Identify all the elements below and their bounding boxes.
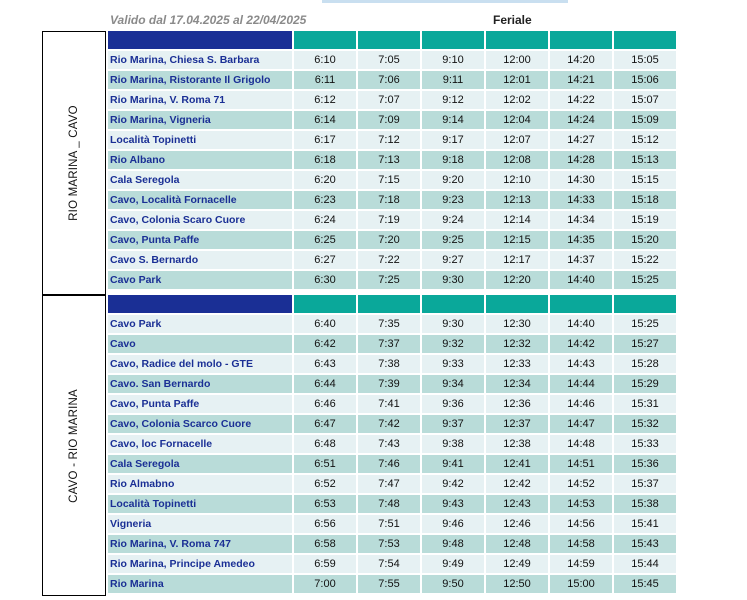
departure-time: 15:29 xyxy=(614,375,678,395)
departure-time: 12:50 xyxy=(486,575,550,595)
departure-time: 12:37 xyxy=(486,415,550,435)
departure-time: 9:37 xyxy=(422,415,486,435)
stop-name: Cala Seregola xyxy=(108,171,294,191)
stop-name: Rio Albano xyxy=(108,151,294,171)
stop-name: Cavo S. Bernardo xyxy=(108,251,294,271)
departure-time: 14:40 xyxy=(550,271,614,291)
stop-name: Cavo, Località Fornacelle xyxy=(108,191,294,211)
header-time-cell xyxy=(358,31,422,51)
header-time-cell xyxy=(486,295,550,315)
direction-label-box xyxy=(42,31,106,295)
table-row xyxy=(108,455,678,475)
table-row xyxy=(108,111,678,131)
stop-name: Cavo, Radice del molo - GTE xyxy=(108,355,294,375)
table-row xyxy=(108,51,678,71)
departure-time: 9:41 xyxy=(422,455,486,475)
validity-note: Valido dal 17.04.2025 al 22/04/2025 xyxy=(110,13,307,27)
table-row xyxy=(108,515,678,535)
header-time-cell xyxy=(550,295,614,315)
departure-time: 15:36 xyxy=(614,455,678,475)
departure-time: 6:12 xyxy=(294,91,358,111)
departure-time: 6:42 xyxy=(294,335,358,355)
departure-time: 15:25 xyxy=(614,271,678,291)
departure-time: 12:36 xyxy=(486,395,550,415)
departure-time: 9:14 xyxy=(422,111,486,131)
departure-time: 7:07 xyxy=(358,91,422,111)
departure-time: 12:33 xyxy=(486,355,550,375)
stop-name: Rio Marina, Chiesa S. Barbara xyxy=(108,51,294,71)
timetable-grid xyxy=(108,295,678,595)
departure-time: 14:58 xyxy=(550,535,614,555)
departure-time: 12:30 xyxy=(486,315,550,335)
departure-time: 15:43 xyxy=(614,535,678,555)
departure-time: 9:32 xyxy=(422,335,486,355)
departure-time: 15:12 xyxy=(614,131,678,151)
departure-time: 9:12 xyxy=(422,91,486,111)
departure-time: 7:54 xyxy=(358,555,422,575)
departure-time: 7:05 xyxy=(358,51,422,71)
departure-time: 12:49 xyxy=(486,555,550,575)
departure-time: 14:47 xyxy=(550,415,614,435)
departure-time: 14:20 xyxy=(550,51,614,71)
departure-time: 7:42 xyxy=(358,415,422,435)
stop-name: Cavo, Colonia Scaro Cuore xyxy=(108,211,294,231)
departure-time: 14:28 xyxy=(550,151,614,171)
departure-time: 14:44 xyxy=(550,375,614,395)
departure-time: 6:58 xyxy=(294,535,358,555)
table-row xyxy=(108,231,678,251)
departure-time: 12:07 xyxy=(486,131,550,151)
departure-time: 15:22 xyxy=(614,251,678,271)
departure-time: 12:20 xyxy=(486,271,550,291)
departure-time: 14:34 xyxy=(550,211,614,231)
header-stop-cell xyxy=(108,295,294,315)
departure-time: 9:11 xyxy=(422,71,486,91)
table-row xyxy=(108,475,678,495)
table-row xyxy=(108,271,678,291)
stop-name: Cavo, Punta Paffe xyxy=(108,395,294,415)
departure-time: 12:41 xyxy=(486,455,550,475)
table-row xyxy=(108,315,678,335)
departure-time: 6:27 xyxy=(294,251,358,271)
departure-time: 6:44 xyxy=(294,375,358,395)
departure-time: 15:05 xyxy=(614,51,678,71)
departure-time: 9:23 xyxy=(422,191,486,211)
departure-time: 6:18 xyxy=(294,151,358,171)
departure-time: 9:25 xyxy=(422,231,486,251)
departure-time: 9:50 xyxy=(422,575,486,595)
departure-time: 14:22 xyxy=(550,91,614,111)
departure-time: 9:17 xyxy=(422,131,486,151)
departure-time: 9:18 xyxy=(422,151,486,171)
table-row xyxy=(108,171,678,191)
departure-time: 7:22 xyxy=(358,251,422,271)
departure-time: 14:33 xyxy=(550,191,614,211)
departure-time: 9:10 xyxy=(422,51,486,71)
header-time-cell xyxy=(486,31,550,51)
departure-time: 15:06 xyxy=(614,71,678,91)
table-row xyxy=(108,191,678,211)
departure-time: 7:48 xyxy=(358,495,422,515)
departure-time: 7:35 xyxy=(358,315,422,335)
table-row xyxy=(108,151,678,171)
departure-time: 12:10 xyxy=(486,171,550,191)
stop-name: Rio Marina, Principe Amedeo xyxy=(108,555,294,575)
departure-time: 12:04 xyxy=(486,111,550,131)
departure-time: 7:46 xyxy=(358,455,422,475)
header-time-cell xyxy=(550,31,614,51)
departure-time: 9:48 xyxy=(422,535,486,555)
departure-time: 15:09 xyxy=(614,111,678,131)
direction-label: RIO MARINA _ CAVO xyxy=(68,105,80,221)
departure-time: 12:02 xyxy=(486,91,550,111)
departure-time: 6:46 xyxy=(294,395,358,415)
departure-time: 12:14 xyxy=(486,211,550,231)
departure-time: 9:24 xyxy=(422,211,486,231)
stop-name: Cavo, loc Fornacelle xyxy=(108,435,294,455)
departure-time: 7:37 xyxy=(358,335,422,355)
header-time-cell xyxy=(614,295,678,315)
stop-name: Località Topinetti xyxy=(108,131,294,151)
departure-time: 14:35 xyxy=(550,231,614,251)
table-row xyxy=(108,555,678,575)
departure-time: 6:51 xyxy=(294,455,358,475)
stop-name: Rio Marina, Ristorante Il Grigolo xyxy=(108,71,294,91)
departure-time: 6:53 xyxy=(294,495,358,515)
departure-time: 7:13 xyxy=(358,151,422,171)
departure-time: 15:19 xyxy=(614,211,678,231)
departure-time: 7:51 xyxy=(358,515,422,535)
departure-time: 6:24 xyxy=(294,211,358,231)
departure-time: 7:09 xyxy=(358,111,422,131)
table-row xyxy=(108,535,678,555)
departure-time: 15:20 xyxy=(614,231,678,251)
table-row xyxy=(108,395,678,415)
departure-time: 7:06 xyxy=(358,71,422,91)
departure-time: 6:43 xyxy=(294,355,358,375)
departure-time: 9:30 xyxy=(422,315,486,335)
departure-time: 14:48 xyxy=(550,435,614,455)
departure-time: 6:59 xyxy=(294,555,358,575)
departure-time: 12:13 xyxy=(486,191,550,211)
departure-time: 15:25 xyxy=(614,315,678,335)
departure-time: 7:53 xyxy=(358,535,422,555)
table-header-row xyxy=(108,31,678,51)
departure-time: 7:12 xyxy=(358,131,422,151)
departure-time: 14:51 xyxy=(550,455,614,475)
table-row xyxy=(108,435,678,455)
table-header-row xyxy=(108,295,678,315)
table-row xyxy=(108,91,678,111)
departure-time: 9:34 xyxy=(422,375,486,395)
departure-time: 6:25 xyxy=(294,231,358,251)
departure-time: 15:13 xyxy=(614,151,678,171)
departure-time: 6:23 xyxy=(294,191,358,211)
stop-name: Cavo, Punta Paffe xyxy=(108,231,294,251)
departure-time: 15:38 xyxy=(614,495,678,515)
departure-time: 6:10 xyxy=(294,51,358,71)
timetable-grid xyxy=(108,31,678,291)
stop-name: Cavo Park xyxy=(108,315,294,335)
departure-time: 15:44 xyxy=(614,555,678,575)
departure-time: 9:42 xyxy=(422,475,486,495)
departure-time: 15:45 xyxy=(614,575,678,595)
stop-name: Rio Almabno xyxy=(108,475,294,495)
stop-name: Cavo Park xyxy=(108,271,294,291)
departure-time: 14:53 xyxy=(550,495,614,515)
header-time-cell xyxy=(422,295,486,315)
departure-time: 7:47 xyxy=(358,475,422,495)
departure-time: 9:20 xyxy=(422,171,486,191)
departure-time: 7:18 xyxy=(358,191,422,211)
departure-time: 7:00 xyxy=(294,575,358,595)
departure-time: 12:01 xyxy=(486,71,550,91)
departure-time: 6:30 xyxy=(294,271,358,291)
departure-time: 12:17 xyxy=(486,251,550,271)
header-stop-cell xyxy=(108,31,294,51)
departure-time: 7:15 xyxy=(358,171,422,191)
departure-time: 9:36 xyxy=(422,395,486,415)
departure-time: 7:38 xyxy=(358,355,422,375)
departure-time: 12:38 xyxy=(486,435,550,455)
top-decoration-bar xyxy=(322,0,568,3)
departure-time: 15:27 xyxy=(614,335,678,355)
table-row xyxy=(108,375,678,395)
departure-time: 12:34 xyxy=(486,375,550,395)
departure-time: 7:39 xyxy=(358,375,422,395)
departure-time: 9:46 xyxy=(422,515,486,535)
table-row xyxy=(108,575,678,595)
header-time-cell xyxy=(614,31,678,51)
departure-time: 12:43 xyxy=(486,495,550,515)
stop-name: Cavo. San Bernardo xyxy=(108,375,294,395)
table-row xyxy=(108,335,678,355)
direction-label-box xyxy=(42,295,106,596)
stop-name: Località Topinetti xyxy=(108,495,294,515)
stop-name: Rio Marina, V. Roma 747 xyxy=(108,535,294,555)
departure-time: 6:56 xyxy=(294,515,358,535)
departure-time: 14:43 xyxy=(550,355,614,375)
departure-time: 14:46 xyxy=(550,395,614,415)
stop-name: Vigneria xyxy=(108,515,294,535)
departure-time: 12:32 xyxy=(486,335,550,355)
departure-time: 14:52 xyxy=(550,475,614,495)
stop-name: Rio Marina, Vigneria xyxy=(108,111,294,131)
departure-time: 15:28 xyxy=(614,355,678,375)
header-time-cell xyxy=(358,295,422,315)
departure-time: 6:52 xyxy=(294,475,358,495)
departure-time: 12:15 xyxy=(486,231,550,251)
departure-time: 12:48 xyxy=(486,535,550,555)
departure-time: 14:59 xyxy=(550,555,614,575)
departure-time: 7:41 xyxy=(358,395,422,415)
departure-time: 9:27 xyxy=(422,251,486,271)
header-time-cell xyxy=(294,31,358,51)
departure-time: 9:49 xyxy=(422,555,486,575)
departure-time: 6:40 xyxy=(294,315,358,335)
departure-time: 15:07 xyxy=(614,91,678,111)
departure-time: 6:20 xyxy=(294,171,358,191)
departure-time: 14:24 xyxy=(550,111,614,131)
stop-name: Rio Marina, V. Roma 71 xyxy=(108,91,294,111)
departure-time: 7:19 xyxy=(358,211,422,231)
departure-time: 14:27 xyxy=(550,131,614,151)
departure-time: 15:41 xyxy=(614,515,678,535)
header-time-cell xyxy=(422,31,486,51)
direction-label: CAVO - RIO MARINA xyxy=(68,388,80,503)
departure-time: 7:20 xyxy=(358,231,422,251)
departure-time: 14:42 xyxy=(550,335,614,355)
departure-time: 14:40 xyxy=(550,315,614,335)
stop-name: Cavo, Colonia Scarco Cuore xyxy=(108,415,294,435)
departure-time: 6:14 xyxy=(294,111,358,131)
stop-name: Rio Marina xyxy=(108,575,294,595)
departure-time: 14:56 xyxy=(550,515,614,535)
departure-time: 15:32 xyxy=(614,415,678,435)
departure-time: 9:33 xyxy=(422,355,486,375)
stop-name: Cala Seregola xyxy=(108,455,294,475)
departure-time: 14:21 xyxy=(550,71,614,91)
departure-time: 12:46 xyxy=(486,515,550,535)
departure-time: 15:37 xyxy=(614,475,678,495)
departure-time: 15:31 xyxy=(614,395,678,415)
departure-time: 15:00 xyxy=(550,575,614,595)
departure-time: 9:38 xyxy=(422,435,486,455)
table-row xyxy=(108,251,678,271)
table-row xyxy=(108,355,678,375)
table-row xyxy=(108,495,678,515)
table-row xyxy=(108,71,678,91)
departure-time: 15:15 xyxy=(614,171,678,191)
table-row xyxy=(108,131,678,151)
departure-time: 6:17 xyxy=(294,131,358,151)
departure-time: 12:00 xyxy=(486,51,550,71)
departure-time: 12:42 xyxy=(486,475,550,495)
departure-time: 7:43 xyxy=(358,435,422,455)
departure-time: 7:25 xyxy=(358,271,422,291)
departure-time: 6:47 xyxy=(294,415,358,435)
departure-time: 15:33 xyxy=(614,435,678,455)
departure-time: 14:37 xyxy=(550,251,614,271)
table-row xyxy=(108,211,678,231)
departure-time: 7:55 xyxy=(358,575,422,595)
departure-time: 6:11 xyxy=(294,71,358,91)
stop-name: Cavo xyxy=(108,335,294,355)
day-type-label: Feriale xyxy=(493,13,532,27)
departure-time: 12:08 xyxy=(486,151,550,171)
departure-time: 9:30 xyxy=(422,271,486,291)
departure-time: 9:43 xyxy=(422,495,486,515)
departure-time: 14:30 xyxy=(550,171,614,191)
departure-time: 6:48 xyxy=(294,435,358,455)
departure-time: 15:18 xyxy=(614,191,678,211)
header-time-cell xyxy=(294,295,358,315)
table-row xyxy=(108,415,678,435)
